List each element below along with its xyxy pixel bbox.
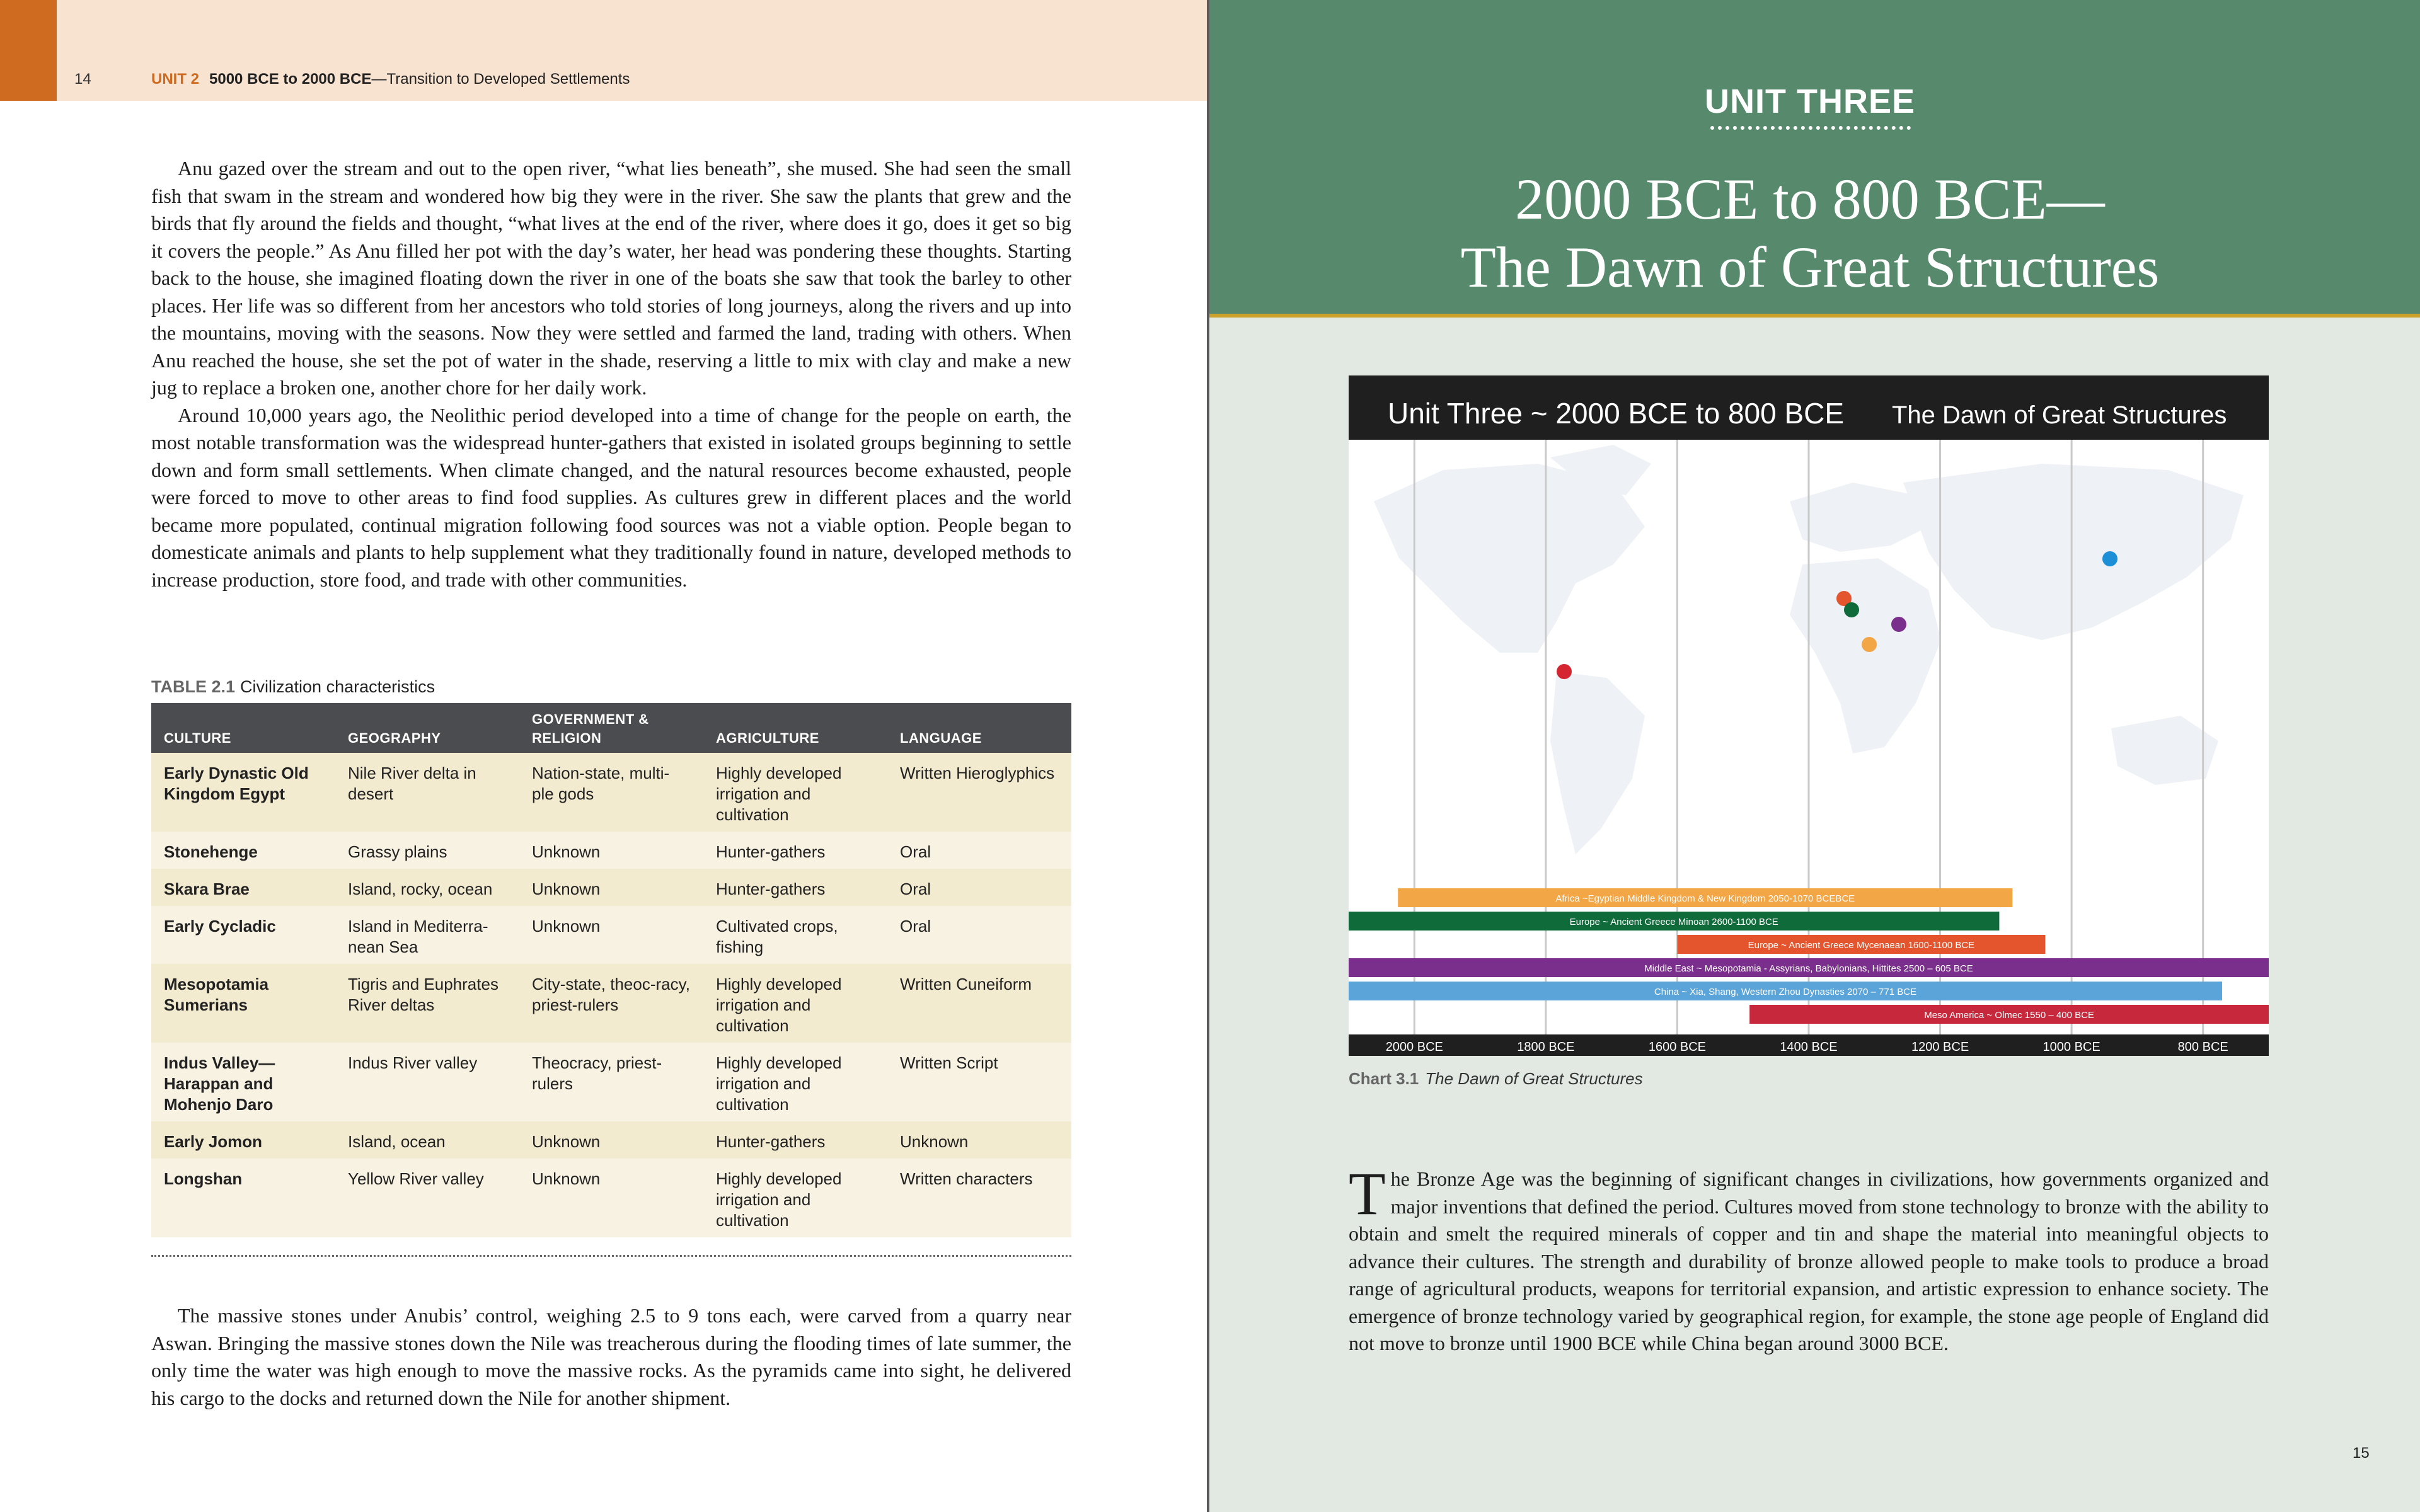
table-cell: Early Cycladic [151,906,335,964]
table-row [151,1159,1071,1237]
table-header-cell: CULTURE [151,703,335,753]
table-cell: Island, rocky, ocean [335,869,519,906]
table-cell: Nation-state, multi-ple gods [519,753,703,832]
map-marker [1891,617,1906,632]
table-cell: Skara Brae [151,869,335,906]
table-cell: Unknown [519,1159,703,1237]
table-bottom-rule [151,1255,1071,1257]
table-caption-text: Civilization characteristics [240,677,435,696]
table-header-cell: GOVERNMENT & RELIGION [519,703,703,753]
axis-tick-label: 2000 BCE [1385,1040,1443,1054]
table-cell: Early Dynastic Old Kingdom Egypt [151,753,335,832]
map-marker [1557,664,1572,679]
paragraph: Around 10,000 years ago, the Neolithic period developed into a time of change for the people on earth, the most notable transformation was the widespread hunter-gathers that existed in isolated groups beginning to settle down and form small settlements. When climate changed, and the natural resources become exhausted, people were forced to move to other areas to find food supplies. As cultures grew in different places and the world became more populated, continual migration following food sources was not a viable option. People began to domesticate animals and plants to help supplement what they traditionally found in nature, developed methods to increase production, store food, and trade with other communities. [151,403,1071,591]
table-row [151,1121,1071,1159]
table-cell: Written characters [887,1159,1071,1237]
timeline-bar-label: Europe ~ Ancient Greece Minoan 2600-1100 BCE [1569,917,1778,927]
table-header [151,703,1071,753]
table-cell: Unknown [519,869,703,906]
table-cell: Hunter-gathers [703,869,887,906]
table-cell: Hunter-gathers [703,1121,887,1159]
table-row [151,869,1071,906]
table-cell: Oral [887,869,1071,906]
table-cell: Grassy plains [335,832,519,869]
table-cell: Unknown [887,1121,1071,1159]
table-cell: Unknown [519,1121,703,1159]
table-cell: Longshan [151,1159,335,1237]
axis-tick-label: 1200 BCE [1911,1040,1969,1054]
running-head-subtitle: —Transition to Developed Settlements [371,71,630,88]
axis-tick-label: 1400 BCE [1780,1040,1838,1054]
body-text-right [1349,1160,2269,1358]
unit-label-dots [1710,126,1911,130]
civilization-table [151,703,1071,1237]
table-cell: Unknown [519,832,703,869]
right-page [1209,0,2420,1512]
timeline-bar-label: Meso America ~ Olmec 1550 – 400 BCE [1924,1010,2094,1021]
table-cell: Hunter-gathers [703,832,887,869]
corner-tab [0,0,57,101]
unit-title-line: 2000 BCE to 800 BCE— [1515,167,2105,231]
unit-title [1209,165,2411,301]
map-marker [2102,551,2118,566]
left-page [0,0,1207,1512]
chart-subtitle: The Dawn of Great Structures [1892,401,2227,429]
chart-caption-label: Chart 3.1 [1349,1069,1419,1088]
table-row [151,753,1071,832]
table-caption [151,677,435,697]
paragraph: The massive stones under Anubis’ control, weighing 2.5 to 9 tons each, were carved from a quarry near Aswan. Bringing the massive stones down the Nile was treacherous during the flooding times of late summer, the only time the water was high enough to move the massive rocks. As the pyramids came into sight, he delivered his cargo to the docks and returned down the Nile for another shipment. [151,1304,1071,1409]
table-cell: Oral [887,906,1071,964]
table-cell: Theocracy, priest-rulers [519,1043,703,1121]
axis-tick-label: 1600 BCE [1648,1040,1707,1054]
running-head [151,71,630,88]
table-cell: Indus River valley [335,1043,519,1121]
running-head-range: 5000 BCE to 2000 BCE [209,71,372,88]
map-marker [1862,637,1877,652]
table-cell: Highly developed irrigation and cultivation [703,964,887,1043]
axis-tick-label: 1000 BCE [2043,1040,2100,1054]
table-cell: Written Script [887,1043,1071,1121]
table-header-cell: LANGUAGE [887,703,1071,753]
table-cell: Early Jomon [151,1121,335,1159]
table-cell: Island, ocean [335,1121,519,1159]
table-cell: Yellow River valley [335,1159,519,1237]
chart-caption [1349,1069,1643,1089]
banner-rule [1209,314,2420,318]
axis-tick-label: 1800 BCE [1517,1040,1575,1054]
timeline-chart-svg [1349,375,2269,1056]
table-cell: Stonehenge [151,832,335,869]
timeline-bar-label: China ~ Xia, Shang, Western Zhou Dynasties 2070 – 771 BCE [1654,987,1917,997]
chart-title: Unit Three ~ 2000 BCE to 800 BCE [1388,397,1845,430]
unit-label: UNIT THREE [1705,83,1915,120]
table-cell: Oral [887,832,1071,869]
table-cell: Written Hieroglyphics [887,753,1071,832]
table-cell: Indus Valley—Harappan and Mohenjo Daro [151,1043,335,1121]
timeline-bar-label: Middle East ~ Mesopotamia - Assyrians, Babylonians, Hittites 2500 – 605 BCE [1644,963,1973,974]
running-head-unit: UNIT 2 [151,71,200,88]
table-header-cell: GEOGRAPHY [335,703,519,753]
table-row [151,1043,1071,1121]
page-number: 15 [2353,1445,2370,1462]
table-cell: Cultivated crops, fishing [703,906,887,964]
table-row [151,964,1071,1043]
table-cell: Island in Mediterra-nean Sea [335,906,519,964]
unit-title-line: The Dawn of Great Structures [1460,235,2160,299]
axis-tick-label: 800 BCE [2177,1040,2228,1054]
table-cell: Tigris and Euphrates River deltas [335,964,519,1043]
body-text-top [151,155,1071,593]
table-cell: Unknown [519,906,703,964]
table-cell: Highly developed irrigation and cultivation [703,1159,887,1237]
table-header-cell: AGRICULTURE [703,703,887,753]
body-text-bottom [151,1302,1071,1412]
table-label: TABLE 2.1 [151,677,236,696]
table-cell: Highly developed irrigation and cultivation [703,753,887,832]
table-row [151,832,1071,869]
map-marker [1844,602,1859,617]
table-cell: Mesopotamia Sumerians [151,964,335,1043]
timeline-chart [1349,375,2269,1056]
paragraph: Anu gazed over the stream and out to the open river, “what lies beneath”, she mused. She had seen the small fish that swam in the stream and wondered how big they were in the river. She saw the plants that grew and the birds that fly around the fields and thought, “what lives at the end of the river, where does it go, does it get so big it covers the people.” As Anu filled her pot with the day’s water, her head was pondering these thoughts. Starting back to the house, she imagined floating down the river in one of the boats she saw that took the barley to other places. Her life was so different from her ancestors who told stories of long journeys, along the rivers and up into the mountains, moving with the seasons. Now they were settled and farmed the land, trading with others. When Anu reached the house, she set the pot of water in the shade, reserving a little to mix with clay and make a new jug to replace a broken one, another chore for her daily work. [151,157,1071,399]
drop-cap: T [1349,1160,1386,1227]
page-number: 14 [74,71,91,88]
timeline-bar-label: Europe ~ Ancient Greece Mycenaean 1600-1100 BCE [1748,940,1975,951]
table-row [151,906,1071,964]
table-cell: Nile River delta in desert [335,753,519,832]
paragraph: he Bronze Age was the beginning of significant changes in civilizations, how governments organized and major inventions that defined the period. Cultures moved from stone technology to bronze with the ability to obtain and smelt the required minerals of copper and tin and shape the material into meaningful objects to advance their cultures. The strength and durability of bronze allowed people to make tools to produce a broad range of agricultural products, weapons for territorial expansion, and artistic expression to enhance society. The emergence of bronze technology varied by geographical region, for example, the stone age people of England did not move to bronze until 1900 BCE while China began around 3000 BCE. [1349,1167,2269,1354]
table-cell: Written Cuneiform [887,964,1071,1043]
chart-caption-title: The Dawn of Great Structures [1425,1069,1643,1088]
table-cell: Highly developed irrigation and cultivation [703,1043,887,1121]
timeline-bar-label: Africa ~Egyptian Middle Kingdom & New Kingdom 2050-1070 BCEBCE [1555,893,1855,904]
table-cell: City-state, theoc-racy, priest-rulers [519,964,703,1043]
